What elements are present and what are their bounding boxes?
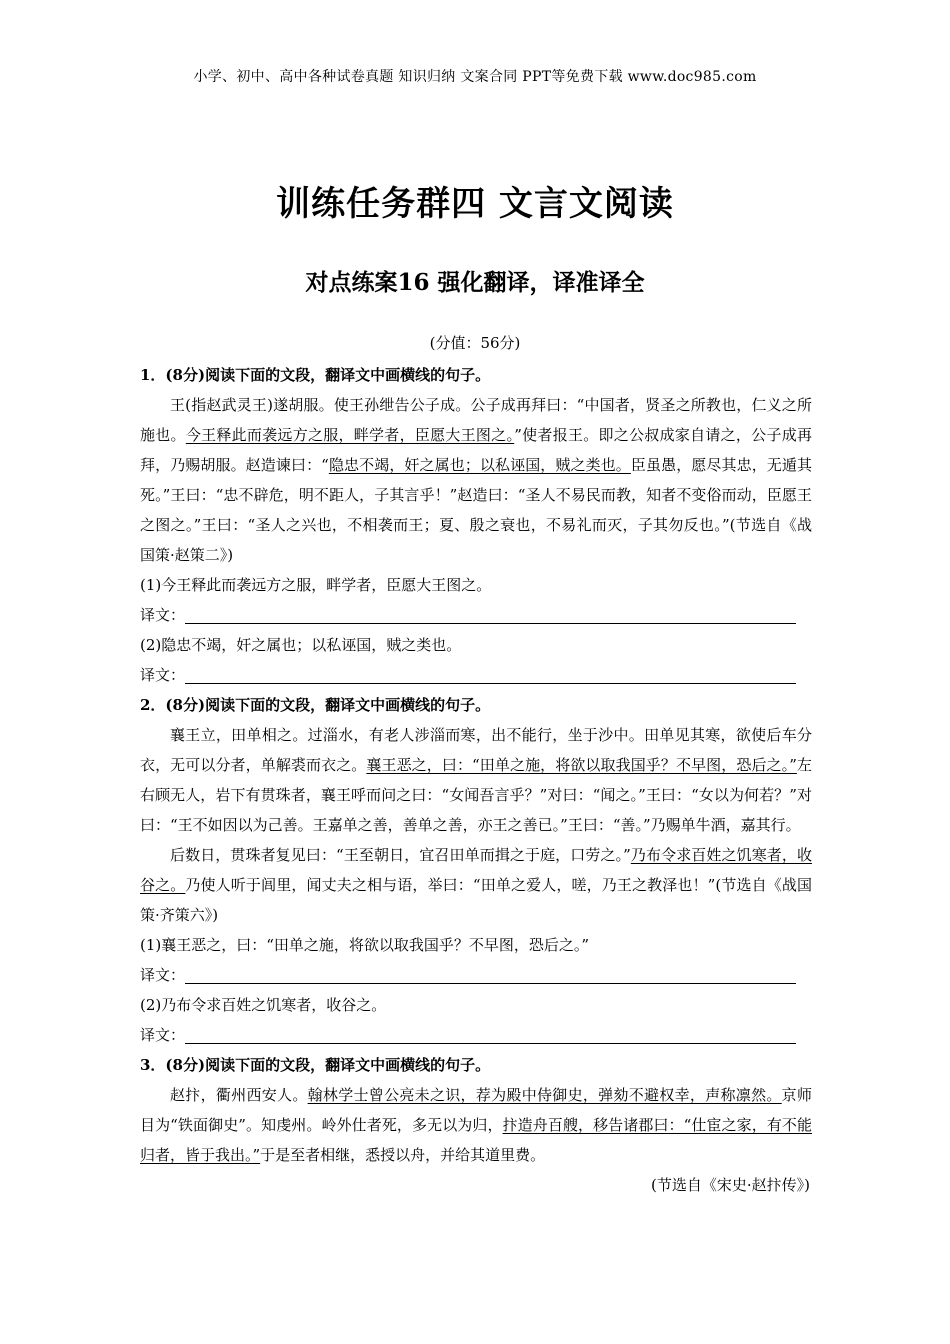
answer-label: 译文： [140,1026,186,1044]
page-header: 小学、初中、高中各种试卷真题 知识归纳 文案合同 PPT等免费下载 www.doc985.com [193,69,757,85]
q2-passage-2: 后数日，贯珠者复见曰：“王至朝日，宜召田单而揖之于庭，口劳之。”乃布令求百姓之饥寒者，收谷之。乃使人听于闾里，闻丈夫之相与语，举曰：“田单之爱人，嗟，乃王之教泽也！”(节选自《战国策·齐策六》) [140,846,812,924]
q1-answer-1[interactable] [140,600,812,630]
q2-heading: 2．(8分)阅读下面的文段，翻译文中画横线的句子。 [140,696,491,714]
q2-answer-2[interactable] [140,1020,812,1050]
q2-subquestion-2: (2)乃布令求百姓之饥寒者，收谷之。 [140,996,387,1014]
q3-passage: 赵抃，衢州西安人。翰林学士曾公亮未之识，荐为殿中侍御史，弹劾不避权幸，声称凛然。京师目为“铁面御史”。知虔州。岭外仕者死，多无以为归，抃造舟百艘，移告诸郡曰：“仕宦之家，有不能归者，皆于我出。”于是至者相继，悉授以舟，并给其道里费。 [140,1086,813,1164]
answer-line[interactable] [185,1025,796,1044]
q1-underlined-1: 今王释此而袭远方之服，畔学者，臣愿大王图之。 [185,426,515,444]
exercise-content [140,360,812,1200]
q2-answer-1[interactable] [140,960,812,990]
answer-label: 译文： [140,606,186,624]
answer-line[interactable] [185,665,796,684]
q1-underlined-2: 隐忠不竭，奸之属也；以私诬国，贼之类也。 [328,456,631,474]
q2-underlined-2: 乃布令求百姓之饥寒者，收谷之。 [140,846,812,894]
answer-line[interactable] [185,965,796,984]
page-title: 训练任务群四 文言文阅读 [276,184,674,224]
q2-passage-1: 襄王立，田单相之。过淄水，有老人涉淄而寒，出不能行，坐于沙中。田单见其寒，欲使后车分衣，无可以分者，单解裘而衣之。襄王恶之，曰：“田单之施，将欲以取我国乎？不早图，恐后之。”左右顾无人，岩下有贯珠者，襄王呼而问之曰：“女闻吾言乎？”对曰：“闻之。”王曰：“女以为何若？”对曰：“王不如因以为己善。王嘉单之善，善单之善，亦王之善已。”王曰：“善。”乃赐单牛酒，嘉其行。 [140,726,812,834]
q1-answer-2[interactable] [140,660,812,690]
q1-passage: 王(指赵武灵王)遂胡服。使王孙绁告公子成。公子成再拜曰：“中国者，贤圣之所教也，仁义之所施也。今王释此而袭远方之服，畔学者，臣愿大王图之。”使者报王。即之公叔成家自请之，公子成再拜，乃赐胡服。赵造谏曰：“隐忠不竭，奸之属也；以私诬国，贼之类也。臣虽愚，愿尽其忠，无遁其死。”王曰：“忠不辟危，明不距人，子其言乎！”赵造曰：“圣人不易民而教，知者不变俗而动，臣愿王之图之。”王曰：“圣人之兴也，不相袭而王；夏、殷之衰也，不易礼而灭，子其勿反也。”(节选自《战国策·赵策二》) [140,396,812,564]
q2-underlined-1: 襄王恶之，曰：“田单之施，将欲以取我国乎？不早图，恐后之。” [366,756,797,774]
answer-label: 译文： [140,966,186,984]
q1-subquestion-2: (2)隐忠不竭，奸之属也；以私诬国，贼之类也。 [140,636,462,654]
score-note: (分值：56分) [429,334,521,352]
q3-source: (节选自《宋史·赵抃传》) [651,1176,810,1194]
q3-underlined-2: 抃造舟百艘，移告诸郡曰：“仕宦之家，有不能归者，皆于我出。” [140,1116,813,1164]
page-subtitle: 对点练案16 强化翻译，译准译全 [305,269,645,296]
answer-label: 译文： [140,666,186,684]
q3-heading: 3．(8分)阅读下面的文段，翻译文中画横线的句子。 [140,1056,491,1074]
q1-heading: 1．(8分)阅读下面的文段，翻译文中画横线的句子。 [140,366,491,384]
q3-underlined-1: 翰林学士曾公亮未之识，荐为殿中侍御史，弹劾不避权幸，声称凛然。 [307,1086,782,1104]
q1-subquestion-1: (1)今王释此而袭远方之服，畔学者，臣愿大王图之。 [140,576,492,594]
answer-line[interactable] [185,605,796,624]
q2-subquestion-1: (1)襄王恶之，曰：“田单之施，将欲以取我国乎？不早图，恐后之。” [140,936,590,954]
